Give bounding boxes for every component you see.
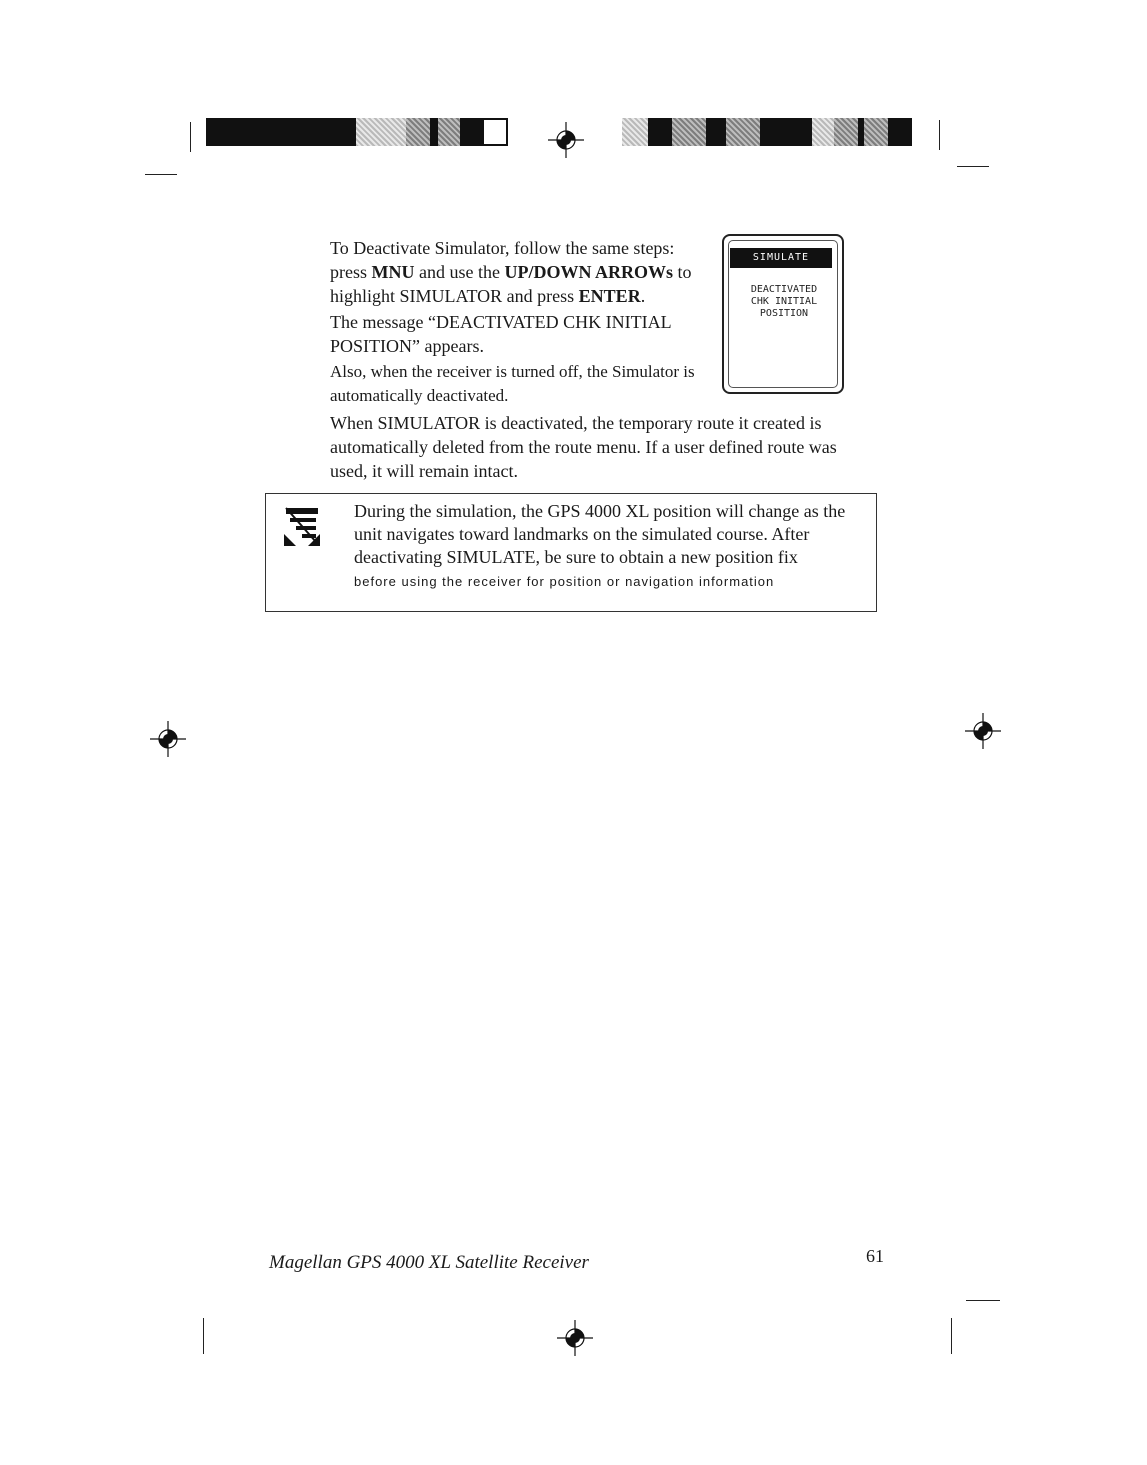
crop-mark	[145, 174, 177, 175]
text-run: To Deactivate Simulator, follow the same steps: press	[330, 238, 675, 282]
key-enter: ENTER	[578, 286, 641, 306]
instruction-paragraph	[330, 236, 710, 308]
crop-mark	[957, 166, 989, 167]
text-run: to highlight SIMULATOR and press	[330, 262, 692, 306]
auto-deactivate-paragraph: Also, when the receiver is turned off, the Simulator is automatically deactivated.	[330, 362, 695, 405]
key-mnu: MNU	[371, 262, 415, 282]
bar-segment	[706, 118, 726, 146]
registration-mark-icon	[548, 122, 584, 158]
note-text	[354, 500, 864, 593]
bar-segment	[430, 118, 438, 146]
note-icon	[282, 506, 322, 550]
text-run: and use the	[414, 262, 505, 282]
receiver-screen	[722, 234, 844, 394]
crop-mark	[203, 1318, 204, 1354]
bar-segment	[864, 118, 888, 146]
bar-segment	[206, 118, 356, 146]
bar-segment	[482, 118, 508, 146]
screen-line: POSITION	[759, 308, 809, 319]
crop-mark	[939, 120, 940, 150]
screen-message	[734, 284, 834, 320]
bar-segment	[622, 118, 648, 146]
page-number: 61	[866, 1246, 884, 1266]
bar-segment	[726, 118, 760, 146]
crop-mark	[190, 122, 191, 152]
bar-segment	[460, 118, 482, 146]
bar-segment	[888, 118, 912, 146]
bar-segment	[648, 118, 672, 146]
key-up-down-arrows: UP/DOWN ARROWs	[504, 262, 673, 282]
bar-segment	[834, 118, 858, 146]
message-paragraph: The message “DEACTIVATED CHK INITIAL POSITION” appears.	[330, 312, 671, 356]
registration-mark-icon	[965, 713, 1001, 749]
registration-mark-icon	[150, 721, 186, 757]
text-run: .	[640, 286, 646, 306]
bar-segment	[760, 118, 812, 146]
crop-mark	[951, 1318, 952, 1354]
screen-title: SIMULATE	[730, 248, 832, 268]
bar-segment	[356, 118, 406, 146]
footer-title: Magellan GPS 4000 XL Satellite Receiver	[269, 1252, 589, 1273]
route-paragraph: When SIMULATOR is deactivated, the temporary route it created is automatically deleted from the route menu. If a user defined route was used, it will remain intact.	[330, 413, 837, 481]
bar-segment	[672, 118, 706, 146]
registration-mark-icon	[557, 1320, 593, 1356]
screen-line: CHK INITIAL	[750, 296, 818, 307]
bar-segment	[406, 118, 430, 146]
note-body-tail: before using the receiver for position or navigation information	[354, 574, 775, 589]
bar-segment	[812, 118, 834, 146]
note-body: During the simulation, the GPS 4000 XL position will change as the unit navigates toward landmarks on the simulated course. After deactivating SIMULATE, be sure to obtain a new position fix	[354, 501, 846, 567]
bar-segment	[438, 118, 460, 146]
screen-line: DEACTIVATED	[750, 284, 818, 295]
crop-mark	[966, 1300, 1000, 1301]
